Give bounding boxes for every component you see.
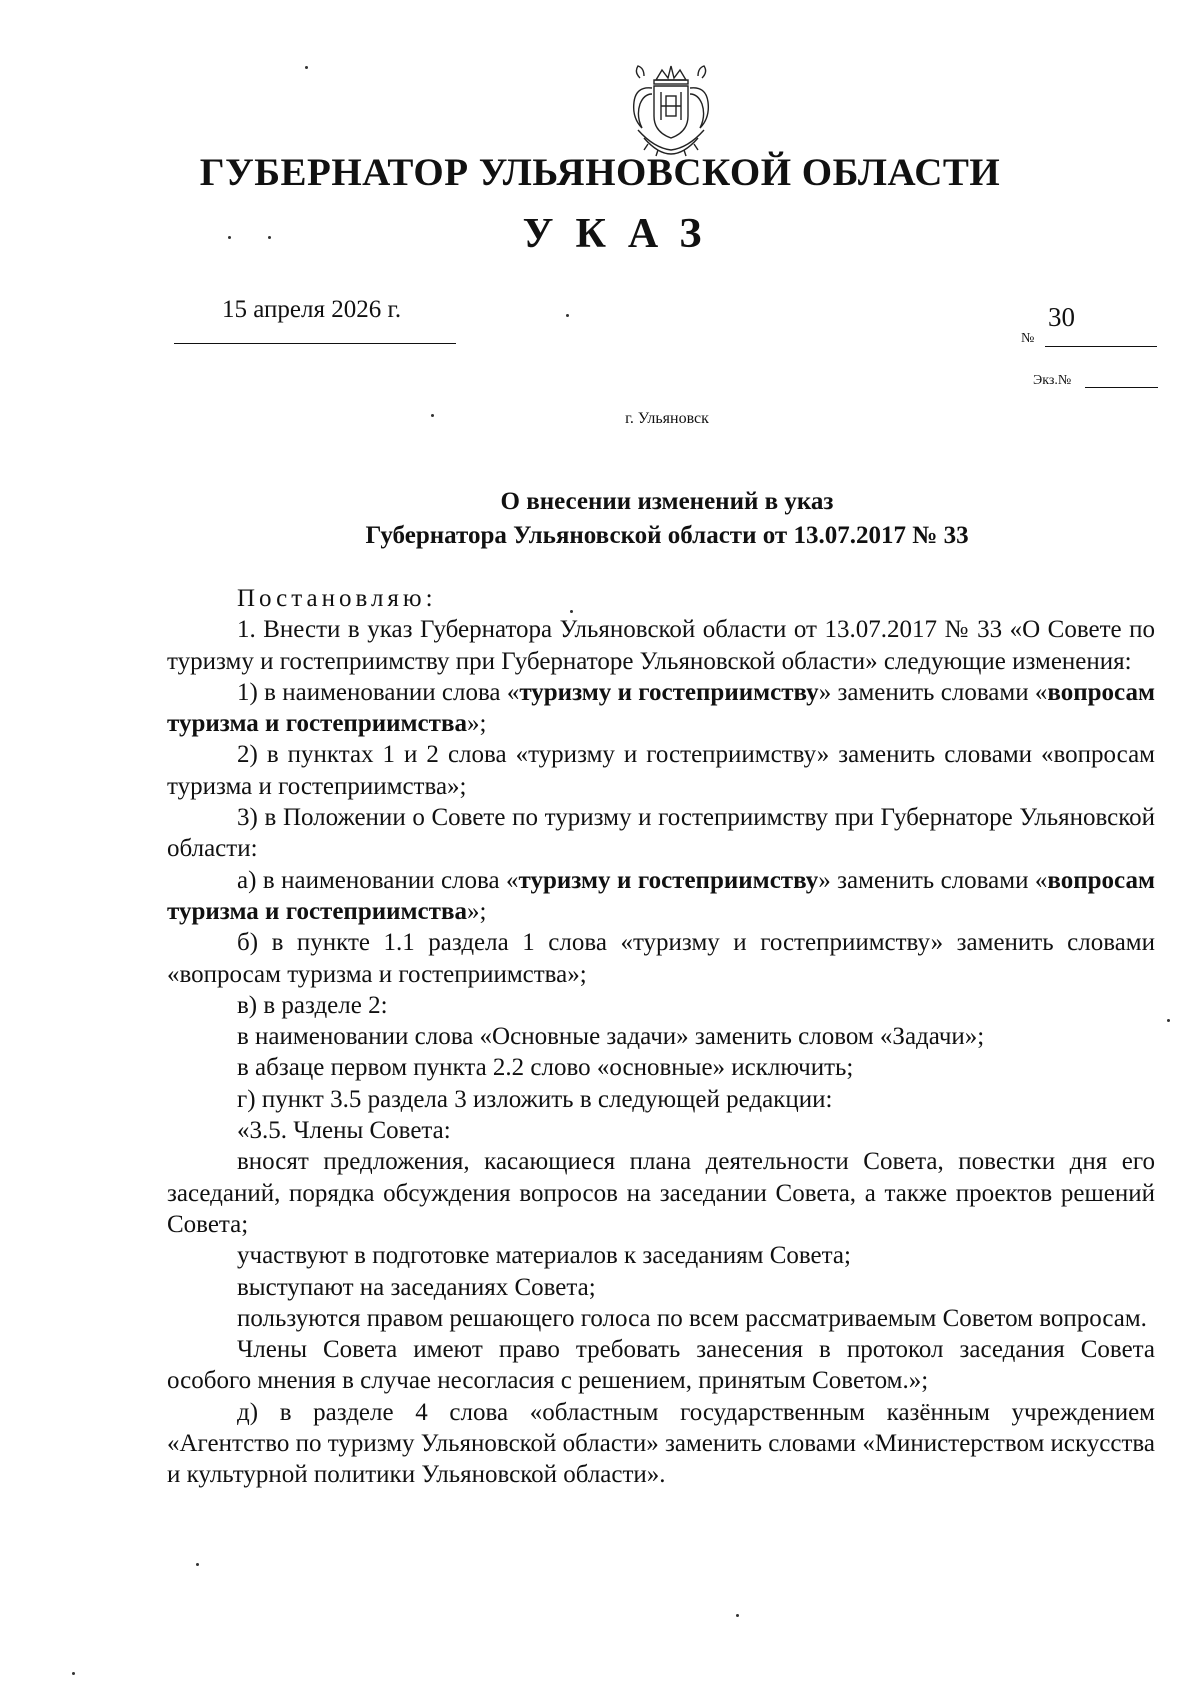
paragraph: 2) в пунктах 1 и 2 слова «туризму и гостеприимству» заменить словами «вопросам туризма и гостеприимства»; (167, 741, 1155, 800)
text-run: » заменить словами « (818, 866, 1048, 894)
paragraph: г) пункт 3.5 раздела 3 изложить в следующей редакции: (237, 1085, 833, 1113)
paragraph (167, 677, 1155, 740)
text-run: » заменить словами « (818, 678, 1048, 706)
text-run: 1) в наименовании слова « (237, 678, 520, 706)
coat-of-arms-emblem (618, 58, 724, 158)
paragraph: 3) в Положении о Совете по туризму и гостеприимству при Губернаторе Ульяновской области: (167, 804, 1155, 863)
document-body (167, 583, 1155, 1491)
paragraph: «3.5. Члены Совета: (237, 1117, 451, 1145)
paragraph: д) в разделе 4 слова «областным государственным казённым учреждением «Агентство по туризму Ульяновской области» заменить словами «Министерством искусства и культурной политики Ульяновской области». (167, 1398, 1156, 1489)
paragraph: в наименовании слова «Основные задачи» заменить словом «Задачи»; (237, 1023, 985, 1051)
paragraph: в) в разделе 2: (237, 991, 388, 1019)
paragraph: вносят предложения, касающиеся плана деятельности Совета, повестки дня его заседаний, порядка обсуждения вопросов на заседании Совета, а также проектов решений Совета; (167, 1148, 1155, 1238)
bold-text: туризму и гостеприимству (519, 678, 819, 706)
date-underline (174, 343, 456, 344)
text-run: а) в наименовании слова « (237, 866, 519, 894)
paragraph: Члены Совета имеют право требовать занесения в протокол заседания Совета особого мнения в случае несогласия с решением, принятым Советом.»; (167, 1336, 1155, 1395)
paragraph: участвуют в подготовке материалов к заседаниям Совета; (237, 1242, 851, 1270)
copy-number-underline (1085, 387, 1158, 388)
paragraph: выступают на заседаниях Совета; (237, 1273, 596, 1301)
paragraph: б) в пункте 1.1 раздела 1 слова «туризму и гостеприимству» заменить словами «вопросам туризма и гостеприимства»; (167, 929, 1155, 988)
number-underline (1045, 346, 1157, 347)
scan-speck (228, 236, 231, 239)
scan-speck (736, 1614, 739, 1617)
paragraph: пользуются правом решающего голоса по всем рассматриваемым Советом вопросам. (237, 1304, 1147, 1332)
paragraph (167, 865, 1155, 928)
copy-number-label: Экз.№ (1033, 373, 1072, 388)
scan-speck (72, 1672, 75, 1675)
paragraph: в абзаце первом пункта 2.2 слово «основные» исключить; (237, 1054, 854, 1082)
preamble: Постановляю: (237, 585, 437, 612)
document-number: 30 (1048, 302, 1075, 332)
scan-speck (431, 414, 434, 417)
bold-text: вопросам туризма и гостеприимства (167, 678, 1155, 738)
number-label: № (1021, 331, 1035, 346)
document-title (150, 485, 1184, 553)
scan-speck (305, 66, 308, 69)
bold-text: туризму и гостеприимству (518, 866, 819, 894)
scan-speck (1167, 1019, 1170, 1022)
bold-text: вопросам туризма и гостеприимства (167, 866, 1155, 925)
title-line-1: О внесении изменений в указ (500, 488, 834, 515)
text-run: »; (466, 710, 487, 738)
scan-speck (566, 314, 569, 317)
document-type-heading: УКАЗ (522, 211, 724, 257)
paragraph: 1. Внести в указ Губернатора Ульяновской области от 13.07.2017 № 33 «О Совете по туризму и гостеприимству при Губернаторе Ульяновской области» следующие изменения: (167, 616, 1155, 675)
authority-heading: ГУБЕРНАТОР УЛЬЯНОВСКОЙ ОБЛАСТИ (199, 151, 1001, 194)
scan-speck (268, 236, 271, 239)
document-date: 15 апреля 2026 г. (222, 296, 402, 323)
text-run: »; (466, 897, 487, 925)
title-line-2: Губернатора Ульяновской области от 13.07.2017 № 33 (365, 522, 969, 549)
scan-speck (570, 610, 573, 613)
scan-speck (196, 1563, 199, 1566)
city: г. Ульяновск (625, 410, 709, 427)
